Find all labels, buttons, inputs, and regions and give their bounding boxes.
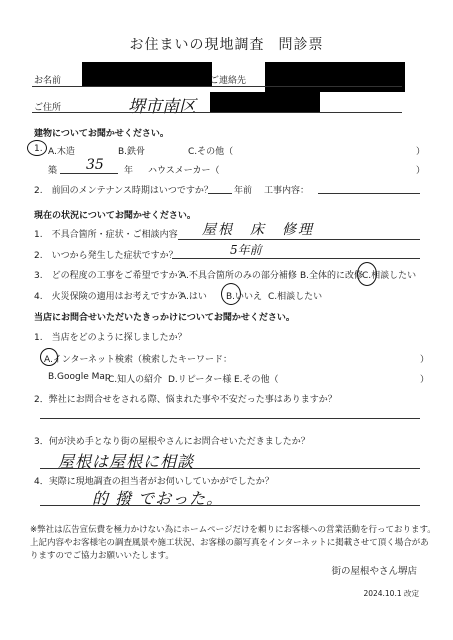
building-q2: 2. 前回のメンテナンス時期はいつですか？ [34, 186, 213, 196]
building-option-other: C.その他（ [188, 147, 234, 157]
building-maker-close: ） [416, 166, 426, 176]
building-q1-number: 1. [34, 144, 43, 154]
building-age-value: 35 [86, 157, 104, 173]
inquiry-option-c: C.知人の紹介 [108, 375, 163, 385]
address-underline [32, 112, 402, 113]
inquiry-option-b: B.Google Map [48, 372, 111, 382]
name-underline [32, 86, 402, 87]
building-option-wood: A.木造 [48, 147, 75, 157]
page-title [0, 34, 453, 54]
current-q1-answer: 屋根 床 修理 [202, 222, 314, 238]
inquiry-heading: 当店にお問合せいただいたきっかけについてお聞かせください。 [34, 313, 295, 323]
current-q4-option-a: A.はい [180, 292, 207, 302]
inquiry-q1: 1. 当店をどのように探しましたか？ [34, 333, 187, 343]
current-q1-underline [178, 239, 420, 240]
building-maker-label: ハウスメーカー（ [148, 166, 220, 176]
current-q4-option-b: B.いいえ [226, 292, 263, 302]
inquiry-option-d: D.リピーター様 [168, 375, 232, 385]
current-heading: 現在の状況についてお聞かせください。 [34, 211, 196, 221]
address-label: ご住所 [34, 103, 62, 113]
title-main: お住まいの現地調査 [129, 37, 265, 53]
title-sub: 問診票 [278, 37, 324, 53]
contact-redaction [265, 62, 405, 92]
current-q3-option-a: A.不具合箇所のみの部分補修 [180, 271, 297, 281]
address-redaction [210, 92, 320, 112]
current-q4: 4. 火災保険の適用はお考えですか？ [34, 292, 187, 302]
address-handwritten: 堺市南区 [128, 97, 196, 117]
inquiry-q4-answer: 的 撥 でおった。 [92, 489, 224, 508]
current-q2: 2. いつから発生した症状ですか？ [34, 251, 178, 261]
current-q1: 1. 不具合箇所・症状・ご相談内容 [34, 230, 178, 240]
name-redaction [82, 62, 212, 86]
footer-notice-line1: ※弊社は広告宣伝費を極力かけない為にホームページだけを頼りにお客様への営業活動を行っております。 [30, 525, 436, 535]
footer-notice-line2: 上記内容やお客様宅の調査風景や施工状況、お客様の顔写真をインターネットに掲載させて頂く場合があ [30, 538, 429, 548]
current-q3: 3. どの程度の工事をご希望ですか？ [34, 271, 187, 281]
building-q1-circle [27, 140, 47, 156]
inquiry-q3: 3．何が決め手となり街の屋根やさんにお問合せいただきましたか？ [34, 437, 310, 447]
building-heading: 建物についてお聞かせください。 [34, 129, 169, 139]
building-q2-year: 年前 [234, 186, 253, 196]
building-option-steel: B.鉄骨 [118, 147, 146, 157]
current-q3-option-b: B.全体的に改修 [300, 271, 364, 281]
name-label: お名前 [34, 76, 62, 86]
current-q2-answer: 5年前 [230, 243, 262, 257]
building-age-underline [60, 173, 118, 174]
building-q2-work-underline [318, 193, 420, 194]
contact-label: ご連絡先 [210, 76, 247, 86]
building-age-prefix: 築 [48, 166, 58, 176]
inquiry-q3-answer: 屋根は屋根に相談 [58, 452, 195, 471]
building-option-other-close: ） [416, 147, 426, 157]
inquiry-q2: 2．弊社にお問合せをされる際、悩まれた事や不安だった事はありますか？ [34, 395, 337, 405]
current-q4-option-c: C.相談したい [268, 292, 323, 302]
current-q2-underline [172, 258, 420, 259]
inquiry-option-a: A.インターネット検索（検索したキーワード： [44, 355, 233, 365]
inquiry-q2-underline [40, 418, 420, 419]
footer-company: 街の屋根やさん堺店 [331, 566, 417, 577]
inquiry-q4-underline [40, 505, 420, 506]
building-age-unit: 年 [124, 166, 134, 176]
footer-revision: 2024.10.1 改定 [363, 589, 419, 598]
building-q2-year-underline [208, 193, 232, 194]
building-q2-work: 工事内容： [264, 186, 310, 196]
inquiry-q3-underline [40, 468, 420, 469]
inquiry-q4: 4．実際に現地調査の担当者がお伺いしていかがでしたか？ [34, 477, 274, 487]
inquiry-option-a-close: ） [420, 355, 430, 365]
current-q3-option-c: C.相談したい [362, 271, 417, 281]
inquiry-option-e-close: ） [420, 375, 430, 385]
footer-notice-line3: りますのでご協力お願いいたします。 [30, 551, 174, 561]
inquiry-option-e: E.その他（ [234, 375, 279, 385]
